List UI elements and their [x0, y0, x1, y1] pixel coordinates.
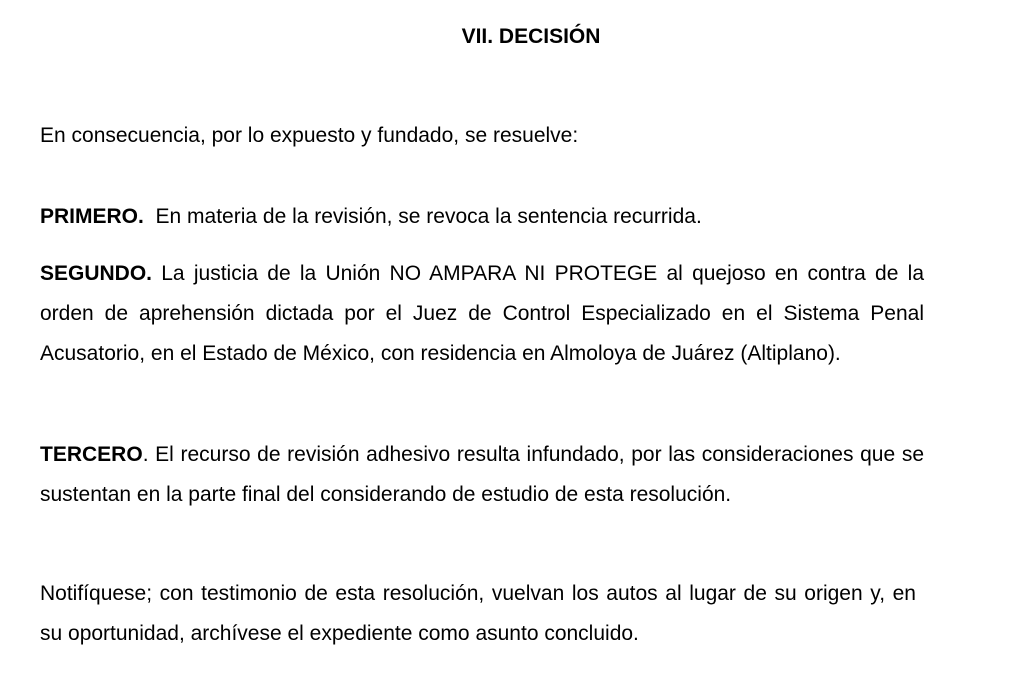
resolution-primero	[40, 197, 924, 237]
resolution-label-segundo: SEGUNDO.	[40, 262, 153, 285]
resolution-label-primero: PRIMERO.	[40, 205, 144, 228]
resolution-text-primero: En materia de la revisión, se revoca la sentencia recurrida.	[143, 205, 702, 228]
resolution-segundo	[40, 254, 924, 374]
section-heading: VII. DECISIÓN	[461, 25, 601, 48]
resolution-tercero	[40, 435, 924, 515]
resolution-text-segundo: La justicia de la Unión NO AMPARA NI PROTEGE al quejoso en contra de la orden de aprehensión dictada por el Juez de Control Especializado en el Sistema Penal Acusatorio, en el Estado de México, con residencia en Almoloya de Juárez (Altiplano).	[40, 262, 924, 365]
intro-paragraph: En consecuencia, por lo expuesto y fundado, se resuelve:	[40, 124, 579, 147]
resolution-label-tercero: TERCERO	[40, 443, 143, 466]
closing-paragraph: Notifíquese; con testimonio de esta resolución, vuelvan los autos al lugar de su origen y, en su oportunidad, archívese el expediente como asunto concluido.	[40, 582, 916, 645]
resolution-text-tercero: . El recurso de revisión adhesivo resulta infundado, por las consideraciones que se sustentan en la parte final del considerando de estudio de esta resolución.	[40, 443, 924, 506]
